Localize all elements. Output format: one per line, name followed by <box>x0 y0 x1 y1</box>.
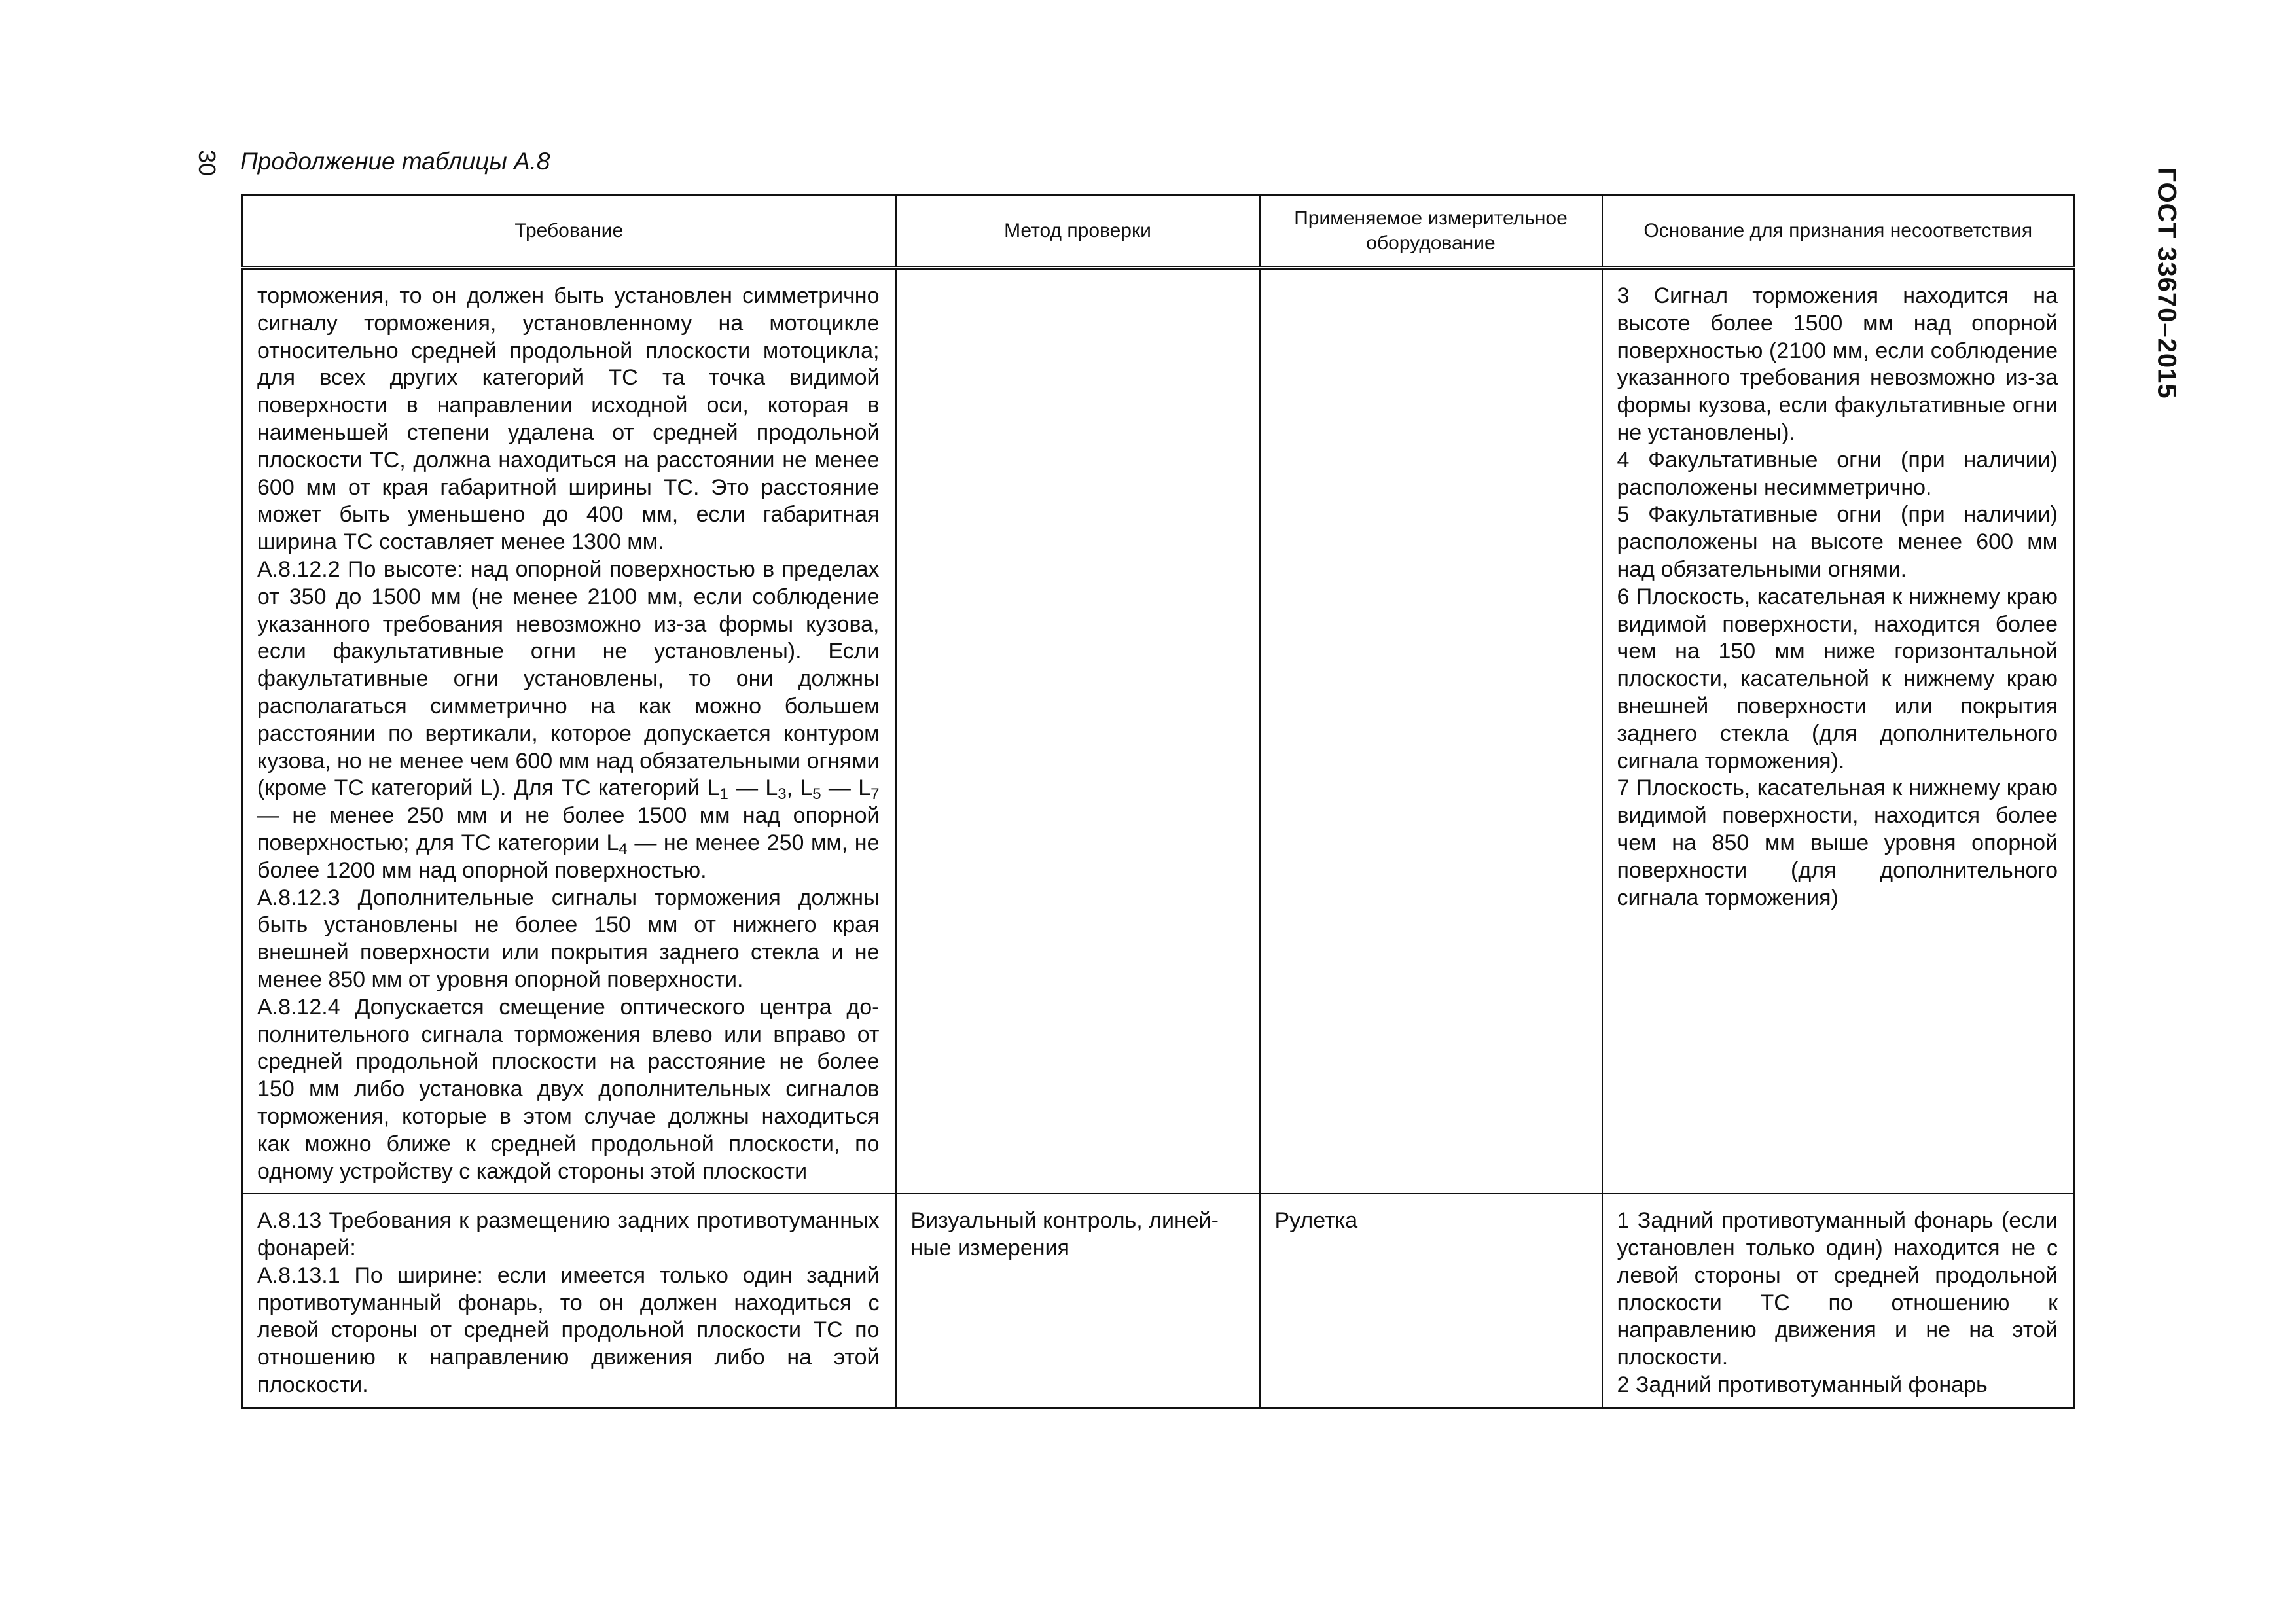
subscript: 5 <box>812 785 821 804</box>
cell-equipment: Рулетка <box>1260 1194 1602 1408</box>
cell-basis <box>1602 1194 2075 1408</box>
column-header-method: Метод проверки <box>896 195 1260 268</box>
document-code: ГОСТ 33670–2015 <box>2152 167 2181 399</box>
column-header-basis: Основание для признания несоответствия <box>1602 195 2075 268</box>
requirement-paragraph: торможения, то он должен быть установлен симметрично сигналу торможения, установленному на мотоцикле относительно средней продольной плоскости мотоцикла; для всех других категорий ТС та точка видимой поверхности в направлении исходной оси, которая в наименьшей степени удалена от средней продольной плоскости ТС, должна находиться на расстоянии не менее 600 мм от края габаритной ширины ТС. Это расстояние может быть уменьшено до 400 мм, если габаритная ширина ТС составляет менее 1300 мм. <box>257 283 880 555</box>
cell-equipment <box>1260 268 1602 1194</box>
basis-item: 5 Факультативные огни (при наличии) расположены на высоте менее 600 мм над обязательными огнями. <box>1617 502 2058 582</box>
basis-item: 3 Сигнал торможения находится на высоте более 1500 мм над опорной поверхностью (2100 мм, если соблюдение указанного требования невозможно из-за формы кузова, если факультативные огни не установлены). <box>1617 283 2058 445</box>
basis-item: 7 Плоскость, касательная к нижнему краю видимой поверхности, находится более чем на 850 мм выше уровня опорной поверхности (для дополнительного сигнала торможения) <box>1617 776 2058 910</box>
requirement-paragraph-a8124: А.8.12.4 Допускается смещение оптического центра дополнительного сигнала торможения влево или вправо от средней продольной плоскости на расстояние не более 150 мм либо установка двух дополнительных сигналов торможения, которые в этом случае должны находиться как можно ближе к средней продольной плоскости, по одному устройству с каждой стороны этой плоскости <box>257 994 880 1184</box>
subscript: 3 <box>778 785 787 804</box>
text-run: — не менее 250 мм и не более 1500 мм над опорной поверхностью; для ТС категории L <box>257 803 880 855</box>
basis-item: 1 Задний противотуманный фонарь (если установлен только один) находится не с левой стороны от средней продольной плоскости ТС по отношению к направлению движения и не на этой плоскости. <box>1617 1208 2058 1370</box>
requirement-paragraph-a813: А.8.13 Требования к размещению задних противотуманных фонарей: <box>257 1208 880 1261</box>
cell-basis <box>1602 268 2075 1194</box>
text-run: — не менее 250 мм, не более 1200 мм над опорной поверхностью. <box>257 830 880 883</box>
basis-item: 4 Факультативные огни (при наличии) расположены несимметрично. <box>1617 447 2058 500</box>
table-row <box>242 268 2075 1194</box>
text-run: — L <box>728 776 778 801</box>
requirement-paragraph-a8122 <box>257 556 880 885</box>
cell-method <box>896 268 1260 1194</box>
table-header-row <box>242 195 2075 268</box>
subscript: 4 <box>619 840 628 858</box>
subscript: 7 <box>870 785 880 804</box>
cell-requirement <box>242 268 896 1194</box>
requirement-paragraph-a8131: А.8.13.1 По ширине: если имеется только один задний противотуманный фонарь, то он должен находиться с левой стороны от средней продольной плоскости ТС по отношению к направлению движения либо на этой плоскости. <box>257 1262 880 1398</box>
table-continuation-caption: Продолжение таблицы А.8 <box>240 148 550 175</box>
text-run: , L <box>786 776 813 801</box>
text-run: А.8.12.2 По высоте: над опорной поверхностью в пределах от 350 до 1500 мм (не менее 2100 мм, если соблюдение указанного требования невозможно из-за формы кузова, если факультативные огни не установлены). Если факультативные огни установлены, то они должны располагаться симметрично на как можно большем расстоянии по вертикали, которое допускается контуром кузова, но не менее чем 600 мм над обязательными огнями (кроме ТС категорий L). Для ТС категорий L <box>257 556 880 801</box>
basis-item: 6 Плоскость, касательная к нижнему краю видимой поверхности, находится более чем на 150 мм ниже горизонтальной плоскости, касательной к нижнему краю внешней поверхности или покрытия заднего стекла (для дополнительного сигнала торможения). <box>1617 584 2058 774</box>
text-run: — L <box>821 776 871 801</box>
cell-requirement <box>242 1194 896 1408</box>
cell-method: Визуальный контроль, линейные измерения <box>896 1194 1260 1408</box>
page-number: 30 <box>194 149 221 177</box>
column-header-requirement: Требование <box>242 195 896 268</box>
table-row <box>242 1194 2075 1408</box>
column-header-equipment: Применяемое измерительное оборудование <box>1260 195 1602 268</box>
requirement-paragraph-a8123: А.8.12.3 Дополнительные сигналы торможения должны быть установлены не более 150 мм от нижнего края внешней поверхности или покрытия заднего стекла и не менее 850 мм от уровня опорной поверхности. <box>257 885 880 992</box>
requirements-table <box>241 194 2075 1409</box>
basis-item: 2 Задний противотуманный фонарь <box>1617 1372 1988 1398</box>
subscript: 1 <box>719 785 728 804</box>
